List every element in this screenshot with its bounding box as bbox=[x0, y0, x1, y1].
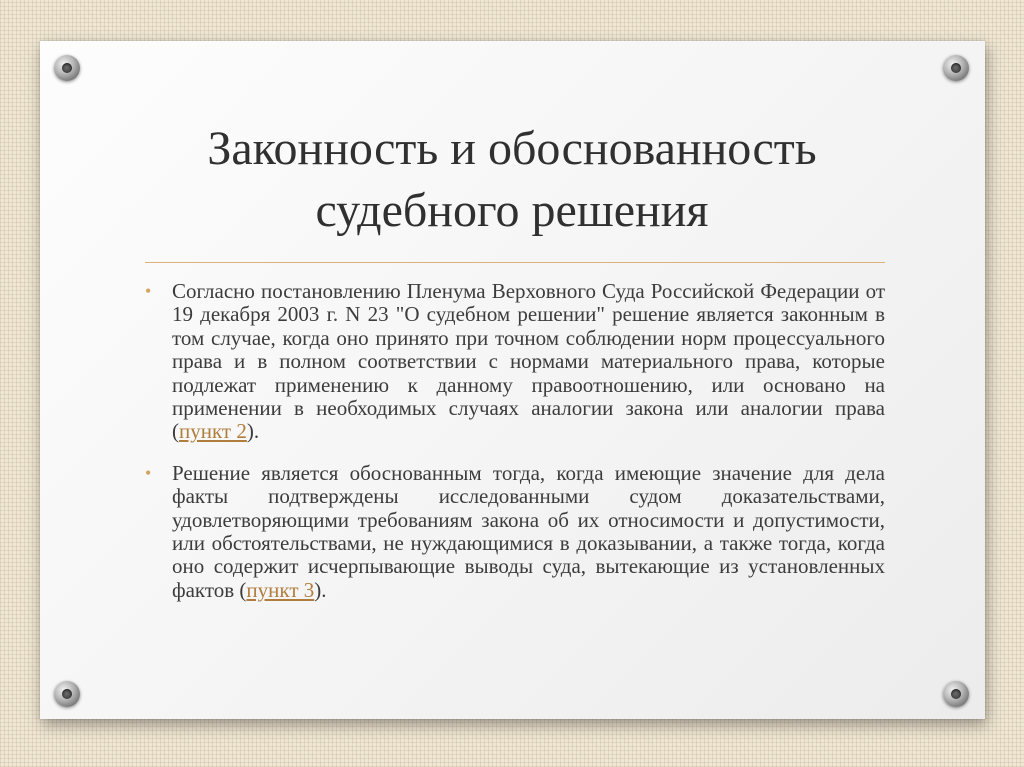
screw-icon-bottom-right bbox=[943, 681, 969, 707]
screw-icon-top-left bbox=[54, 55, 80, 81]
bullet-item-legality bbox=[145, 280, 885, 444]
slide-title bbox=[60, 118, 964, 242]
title-line-2: судебного решения bbox=[315, 184, 709, 237]
screw-icon-top-right bbox=[943, 55, 969, 81]
bullet-list bbox=[145, 280, 885, 620]
reference-link-point-3[interactable]: пункт 3 bbox=[246, 577, 315, 602]
title-line-1: Законность и обоснованность bbox=[207, 122, 817, 175]
bullet-suffix: ). bbox=[314, 577, 327, 602]
reference-link-point-2[interactable]: пункт 2 bbox=[179, 419, 247, 444]
bullet-marker: • bbox=[145, 462, 152, 483]
bullet-suffix: ). bbox=[246, 419, 260, 444]
bullet-item-validity bbox=[145, 462, 885, 602]
bullet-text: Согласно постановлению Пленума Верховного Суда Российской Федерации от 19 декабря 2003 г. N 23 "О судебном решении" решение является законным в том случае, когда оно принято при точном соблюдении норм процессуального права и в полном соответствии с нормами материального права, которые подлежат применению к данному правоотношению, или основано на применении в необходимых случаях аналогии закона или аналогии права ( bbox=[172, 279, 885, 444]
bullet-text: Решение является обоснованным тогда, когда имеющие значение для дела факты подтверждены исследованными судом доказательствами, удовлетворяющими требованиям закона об их относимости и допустимости, или обстоятельствами, не нуждающимися в доказывании, а также тогда, когда оно содержит исчерпывающие выводы суда, вытекающие из установленных фактов ( bbox=[172, 460, 885, 602]
screw-icon-bottom-left bbox=[54, 681, 80, 707]
bullet-marker: • bbox=[145, 281, 152, 301]
title-divider bbox=[145, 262, 885, 263]
